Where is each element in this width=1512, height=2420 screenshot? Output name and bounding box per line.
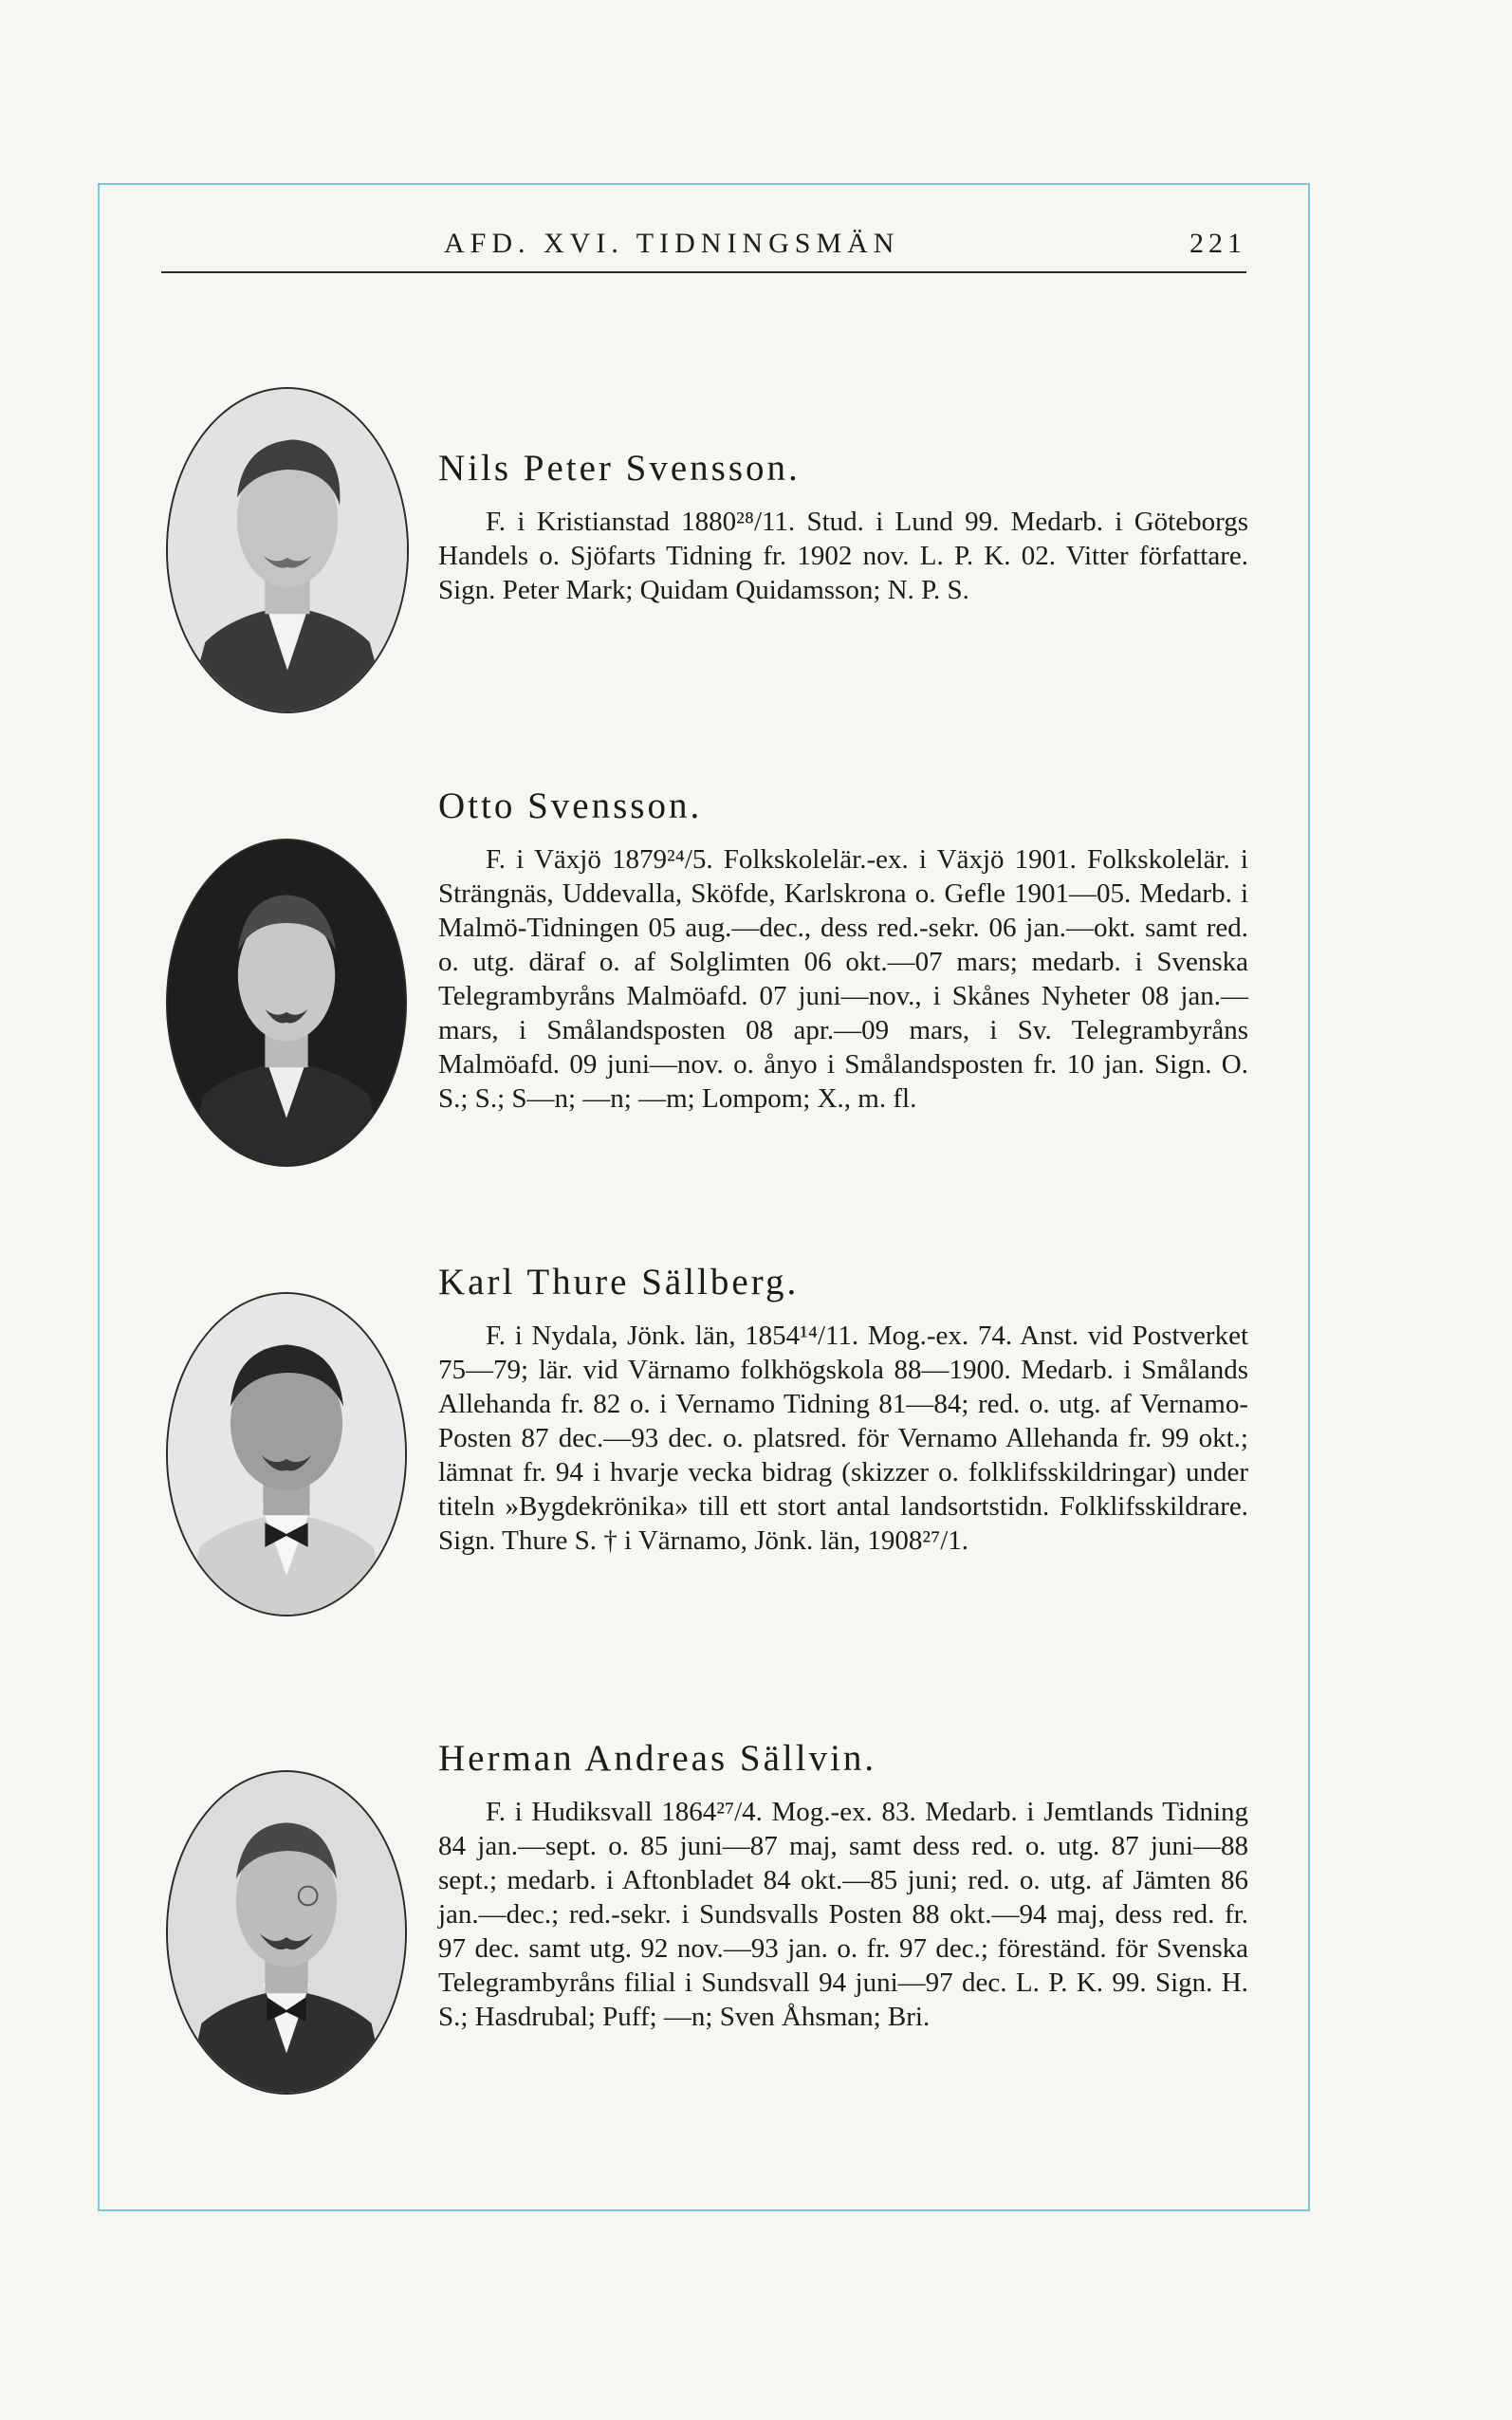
person-name: Herman Andreas Sällvin.: [438, 1738, 877, 1779]
portrait-photo: [166, 1770, 407, 2095]
portrait-photo: [166, 839, 407, 1167]
biography-text: F. i Växjö 1879²⁴/5. Folkskolelär.-ex. i Växjö 1901. Folkskolelär. i Strängnäs, Uddevalla, Sköfde, Karlskrona o. Gefle 1901—05. Medarb. i Malmö-Tidningen 05 aug.—dec., dess red.-sekr. 06 jan.—okt. samt red. o. utg. däraf o. af Solglimten 06 okt.—07 mars; medarb. i Svenska Telegrambyråns Malmöafd. 07 juni—nov., i Skånes Nyheter 08 jan.—mars, i Smålandsposten 08 apr.—09 mars, i Sv. Telegrambyråns Malmöafd. 09 juni—nov. o. ånyo i Smålandsposten fr. 10 jan. Sign. O. S.; S.; S—n; —n; —m; Lompom; X., m. fl.: [438, 844, 1248, 1114]
section-title: AFD. XVI. TIDNINGSMÄN: [444, 228, 900, 259]
biography-entry: [438, 784, 1248, 1116]
person-name: Nils Peter Svensson.: [438, 448, 801, 489]
biography-entry: [438, 1736, 1248, 2034]
person-name: Karl Thure Sällberg.: [438, 1262, 800, 1302]
biography-entry: [438, 1260, 1248, 1558]
biography-text: F. i Hudiksvall 1864²⁷/4. Mog.-ex. 83. Medarb. i Jemtlands Tidning 84 jan.—sept. o. 85 juni—87 maj, samt dess red. o. utg. 87 juni—88 sept.; medarb. i Aftonbladet 84 okt.—85 juni; red. o. utg. af Jämten 86 jan.—dec.; red.-sekr. i Sundsvalls Posten 88 okt.—94 maj, dess red. fr. 97 dec. samt utg. 92 nov.—93 jan. o. fr. 97 dec.; föreständ. för Svenska Telegrambyråns filial i Sundsvall 94 juni—97 dec. L. P. K. 99. Sign. H. S.; Hasdrubal; Puff; —n; Sven Åhsman; Bri.: [438, 1797, 1248, 2032]
person-name: Otto Svensson.: [438, 785, 703, 826]
page-number: 221: [1189, 228, 1246, 259]
portrait-photo: [166, 1292, 407, 1616]
running-header: [161, 226, 1246, 273]
biography-entry: [438, 446, 1248, 607]
biography-text: F. i Kristianstad 1880²⁸/11. Stud. i Lund 99. Medarb. i Göteborgs Handels o. Sjöfarts Tidning fr. 1902 nov. L. P. K. 02. Vitter författare. Sign. Peter Mark; Quidam Quidamsson; N. P. S.: [438, 507, 1248, 605]
portrait-photo: [166, 387, 409, 713]
biography-text: F. i Nydala, Jönk. län, 1854¹⁴/11. Mog.-ex. 74. Anst. vid Postverket 75—79; lär. vid Värnamo folkhögskola 88—1900. Medarb. i Smålands Allehanda fr. 82 o. i Vernamo Tidning 81—84; red. o. utg. af Vernamo-Posten 87 dec.—93 dec. o. platsred. för Vernamo Allehanda fr. 99 okt.; lämnat fr. 94 i hvarje vecka bidrag (skizzer o. folklifsskildringar) under titeln »Bygdekrönika» till ett stort antal landsortstidn. Folklifsskildrare. Sign. Thure S. † i Värnamo, Jönk. län, 1908²⁷/1.: [438, 1321, 1248, 1556]
